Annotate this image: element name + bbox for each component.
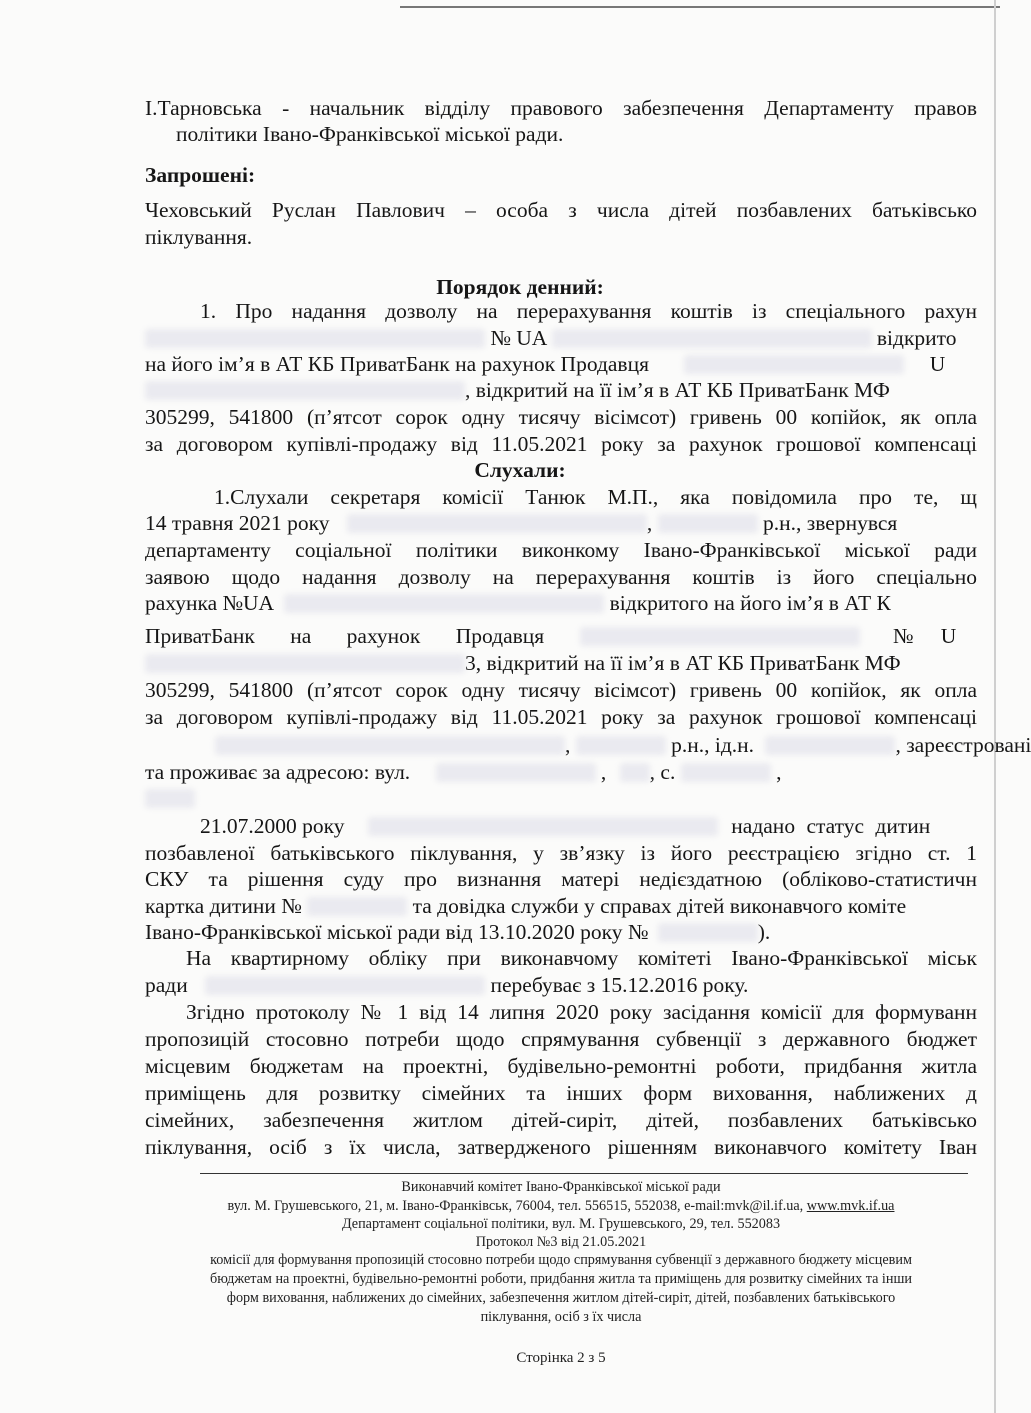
housing-line-2: [145, 972, 977, 999]
invited-heading: Запрошені:: [145, 163, 256, 187]
heard-no-u: № U: [892, 624, 957, 648]
heard-address-text: та проживає за адресою: вул.: [145, 760, 411, 784]
status-line-3: СКУ та рішення суду про визнання матері недієздатною (обліково-статистичн: [145, 867, 977, 891]
protocol-line-2: пропозицій стосовно потреби щодо спрямування субвенції з державного бюджет: [145, 1027, 977, 1051]
status-certificate-text: та довідка служби у справах дітей виконавчого коміте: [412, 894, 907, 918]
housing-line-1: На квартирному обліку при виконавчому комітеті Івано-Франківської міськ: [186, 946, 977, 970]
comma: ,: [776, 760, 782, 784]
status-card-text: картка дитини №: [145, 894, 302, 918]
footer-website-link[interactable]: www.mvk.if.ua: [806, 1198, 895, 1214]
participants-line-2: політики Івано-Франківської міської ради.: [176, 122, 564, 146]
protocol-line-6: піклування, осіб з їх числа, затвердженого рішенням виконавчого комітету Іван: [145, 1135, 977, 1159]
heard-opened-his-text: відкритого на його ім’я в АТ К: [609, 591, 891, 615]
status-city-council-text: Івано-Франківської міської ради від 13.10.2020 року №: [145, 920, 649, 944]
redaction: [215, 736, 565, 755]
redaction: [576, 736, 666, 755]
agenda-line-5: 305299, 541800 (п’ятсот сорок одну тисячу вісімсот) гривень 00 копійок, як опла: [145, 405, 977, 429]
agenda-line-6: за договором купівлі-продажу від 11.05.2021 року за рахунок грошової компенсаці: [145, 432, 977, 456]
redaction: [684, 355, 904, 374]
heard-applied-text: р.н., звернувся: [763, 511, 898, 535]
protocol-line-1: Згідно протоколу № 1 від 14 липня 2020 року засідання комісії для формуванн: [186, 1000, 977, 1024]
redaction: [658, 514, 758, 533]
heard-line-11: [145, 759, 977, 786]
heard-line-5: [145, 590, 977, 617]
redaction: [145, 381, 465, 400]
status-date: 21.07.2000 року: [200, 814, 345, 838]
heard-village-text: , с.: [649, 760, 676, 784]
housing-since-text: перебуває з 15.12.2016 року.: [490, 973, 749, 997]
agenda-line-3: [145, 351, 977, 378]
redaction: [552, 329, 872, 348]
redaction: [284, 594, 604, 613]
redaction: [145, 789, 195, 808]
agenda-line-2: [145, 325, 977, 352]
scan-top-edge: [400, 6, 1000, 8]
heard-date: 14 травня 2021 року: [145, 511, 330, 535]
heard-seller-text: ПриватБанк на рахунок Продавця: [145, 624, 545, 648]
page-number: Сторінка 2 з 5: [516, 1350, 606, 1366]
redaction: [765, 736, 895, 755]
heard-account-prefix: рахунка №UA: [145, 591, 273, 615]
footer-department: Департамент соціальної політики, вул. М. Грушевського, 29, тел. 552083: [341, 1216, 781, 1232]
agenda-line-1: 1. Про надання дозволу на перерахування коштів із спеціального рахун: [200, 299, 977, 323]
heard-line-12: [145, 785, 977, 812]
protocol-line-4: приміщень для розвитку сімейних та інших форм виховання, наближених д: [145, 1081, 977, 1105]
protocol-line-5: сімейних, забезпечення житлом дітей-сиріт, дітей, позбавлених батьківсько: [145, 1108, 977, 1132]
footer-commission-1: комісії для формування пропозицій стосовно потреби щодо спрямування субвенції з державного бюджету місцевим: [210, 1252, 912, 1268]
heard-line-2: [145, 510, 977, 537]
housing-council-text: ради: [145, 973, 188, 997]
redaction: [145, 329, 485, 348]
heard-line-1: 1.Слухали секретаря комісії Танюк М.П., яка повідомила про те, щ: [214, 485, 977, 509]
redaction: [658, 923, 758, 942]
redaction: [307, 897, 407, 916]
heard-registered-text: , зареєстровані: [895, 733, 1031, 757]
heard-line-8: 305299, 541800 (п’ятсот сорок одну тисячу вісімсот) гривень 00 копійок, як опла: [145, 678, 977, 702]
comma: ,: [565, 733, 571, 757]
heard-line-4: заявою щодо надання дозволу на перерахування коштів із його спеціально: [145, 565, 977, 589]
status-line-2: позбавленої батьківського піклування, у зв’язку із його реєстрацією згідно ст. 1: [145, 841, 977, 865]
heard-heading: Слухали:: [474, 458, 566, 482]
status-line-1: [200, 813, 977, 840]
redaction: [205, 976, 485, 995]
scan-right-edge: [994, 0, 996, 1413]
status-line-4: [145, 893, 977, 920]
heard-id-text: р.н., ід.н.: [671, 733, 755, 757]
comma: ,: [646, 511, 653, 535]
status-granted-text: надано статус дитин: [731, 814, 931, 838]
agenda-line-4: [145, 377, 977, 404]
agenda-u-text: U: [929, 352, 946, 376]
redaction: [580, 627, 860, 646]
participants-line-1: І.Тарновська - начальник відділу правового забезпечення Департаменту правов: [145, 96, 977, 120]
redaction: [347, 514, 647, 533]
invited-line-1: Чеховський Руслан Павлович – особа з числа дітей позбавлених батьківсько: [145, 198, 977, 222]
footer-org: Виконавчий комітет Івано-Франківської міської ради: [401, 1179, 721, 1195]
heard-opened-her-text: 3, відкритий на її ім’я в АТ КБ ПриватБанк МФ: [465, 651, 901, 675]
redaction: [368, 817, 718, 836]
redaction: [145, 654, 465, 673]
footer-commission-4: піклування, осіб з їх числа: [480, 1309, 642, 1325]
agenda-heading: Порядок денний:: [436, 275, 604, 299]
agenda-opened-her-text: , відкритий на її ім’я в АТ КБ ПриватБанк МФ: [465, 378, 890, 402]
heard-line-3: департаменту соціальної політики виконкому Івано-Франківської міської ради: [145, 538, 977, 562]
heard-line-10: [145, 732, 1031, 759]
redaction: [436, 763, 596, 782]
agenda-seller-text: на його ім’я в АТ КБ ПриватБанк на рахунок Продавця: [145, 352, 649, 376]
footer-commission-3: форм виховання, наближених до сімейних, забезпечення житлом дітей-сиріт, дітей, позбавлених батьківського: [226, 1290, 896, 1306]
redaction: [681, 763, 771, 782]
account-prefix: № UA: [490, 326, 547, 350]
protocol-line-3: місцевим бюджетам на проектні, будівельно-ремонтні роботи, придбання житла: [145, 1054, 977, 1078]
closing-paren: ).: [757, 920, 771, 944]
footer-commission-2: бюджетам на проектні, будівельно-ремонтні роботи, придбання житла та приміщень для розвитку сімейних та інши: [210, 1271, 912, 1287]
heard-line-7: [145, 650, 977, 677]
footer-address-text: вул. М. Грушевського, 21, м. Івано-Франківськ, 76004, тел. 556515, 552038, e-mail:mvk@il.if.ua,: [227, 1198, 807, 1214]
footer-address: [145, 1197, 977, 1215]
heard-line-9: за договором купівлі-продажу від 11.05.2021 року за рахунок грошової компенсаці: [145, 705, 977, 729]
footer-divider: [200, 1173, 968, 1174]
redaction: [620, 763, 650, 782]
footer-protocol: Протокол №3 від 21.05.2021: [475, 1234, 647, 1250]
status-line-5: [145, 919, 977, 946]
heard-line-6: [145, 623, 977, 650]
agenda-opened-text: відкрито: [876, 326, 957, 350]
invited-line-2: піклування.: [145, 225, 253, 249]
comma: ,: [600, 760, 607, 784]
